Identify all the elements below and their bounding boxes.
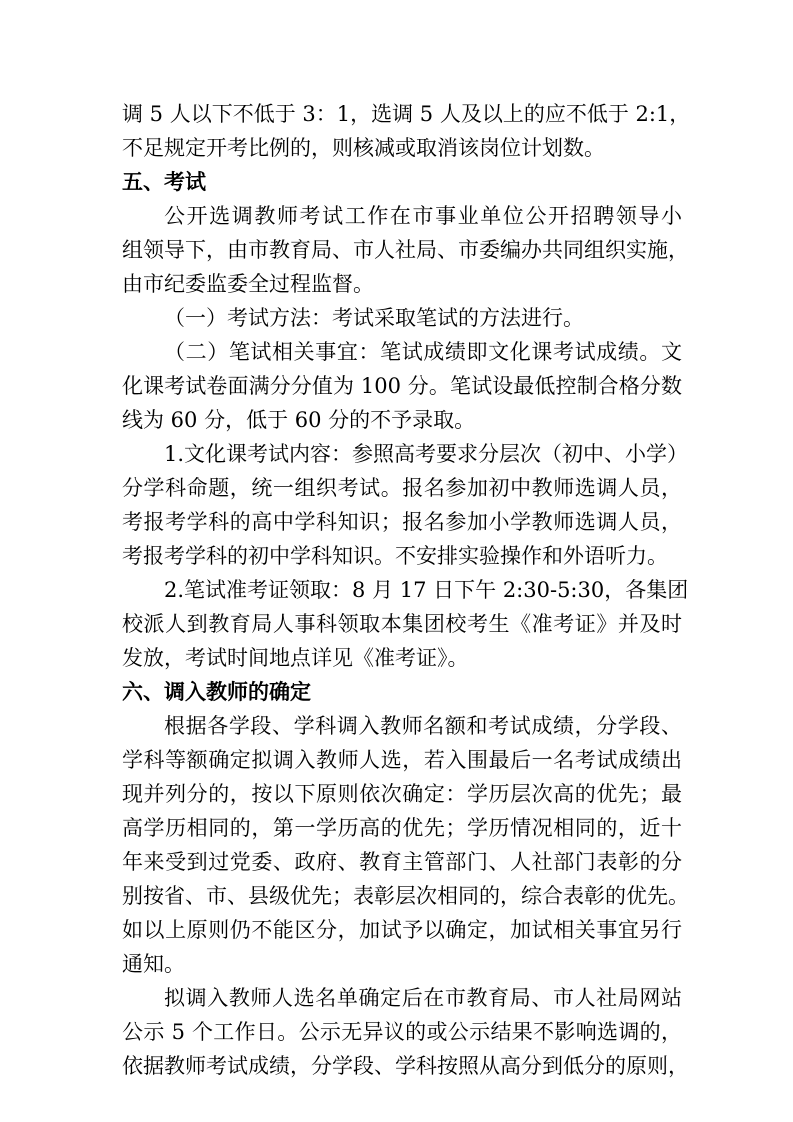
paragraph-line: 调 5 人以下不低于 3：1，选调 5 人及以上的应不低于 2:1， [122,102,691,126]
paragraph-line: 现并列分的，按以下原则依次确定：学历层次高的优先；最 [122,782,682,806]
paragraph-line: 分学科命题，统一组织考试。报名参加初中教师选调人员， [122,476,682,500]
paragraph-line: 依据教师考试成绩，分学段、学科按照从高分到低分的原则， [122,1054,689,1078]
paragraph-line: （一）考试方法：考试采取笔试的方法进行。 [164,306,584,330]
paragraph-line: 年来受到过党委、政府、教育主管部门、人社部门表彰的分 [122,850,682,874]
paragraph-line: 通知。 [122,952,185,976]
section-heading-confirmation: 六、调入教师的确定 [122,680,311,704]
paragraph-line: 根据各学段、学科调入教师名额和考试成绩，分学段、 [164,714,682,738]
paragraph-line: （二）笔试相关事宜：笔试成绩即文化课考试成绩。文 [164,340,682,364]
paragraph-line: 别按省、市、县级优先；表彰层次相同的，综合表彰的优先。 [122,884,689,908]
paragraph-line: 2.笔试准考证领取：8 月 17 日下午 2:30-5:30，各集团 [164,578,689,602]
paragraph-line: 如以上原则仍不能区分，加试予以确定，加试相关事宜另行 [122,918,682,942]
paragraph-line: 高学历相同的，第一学历高的优先；学历情况相同的，近十 [122,816,682,840]
paragraph-line: 由市纪委监委全过程监督。 [122,272,374,296]
paragraph-line: 学科等额确定拟调入教师人选，若入围最后一名考试成绩出 [122,748,682,772]
paragraph-line: 考报考学科的初中学科知识。不安排实验操作和外语听力。 [122,544,668,568]
paragraph-line: 组领导下，由市教育局、市人社局、市委编办共同组织实施， [122,238,689,262]
paragraph-line: 拟调入教师人选名单确定后在市教育局、市人社局网站 [164,986,682,1010]
paragraph-line: 公开选调教师考试工作在市事业单位公开招聘领导小 [164,204,682,228]
paragraph-line: 发放，考试时间地点详见《准考证》。 [122,646,469,670]
paragraph-line: 不足规定开考比例的，则核减或取消该岗位计划数。 [122,136,605,160]
section-heading-exam: 五、考试 [122,170,206,194]
paragraph-line: 公示 5 个工作日。公示无异议的或公示结果不影响选调的， [122,1020,682,1044]
paragraph-line: 校派人到教育局人事科领取本集团校考生《准考证》并及时 [122,612,682,636]
paragraph-line: 化课考试卷面满分分值为 100 分。笔试设最低控制合格分数 [122,374,682,398]
paragraph-line: 线为 60 分，低于 60 分的不予录取。 [122,408,476,432]
paragraph-line: 考报考学科的高中学科知识；报名参加小学教师选调人员， [122,510,682,534]
paragraph-line: 1.文化课考试内容：参照高考要求分层次（初中、小学） [164,442,689,466]
